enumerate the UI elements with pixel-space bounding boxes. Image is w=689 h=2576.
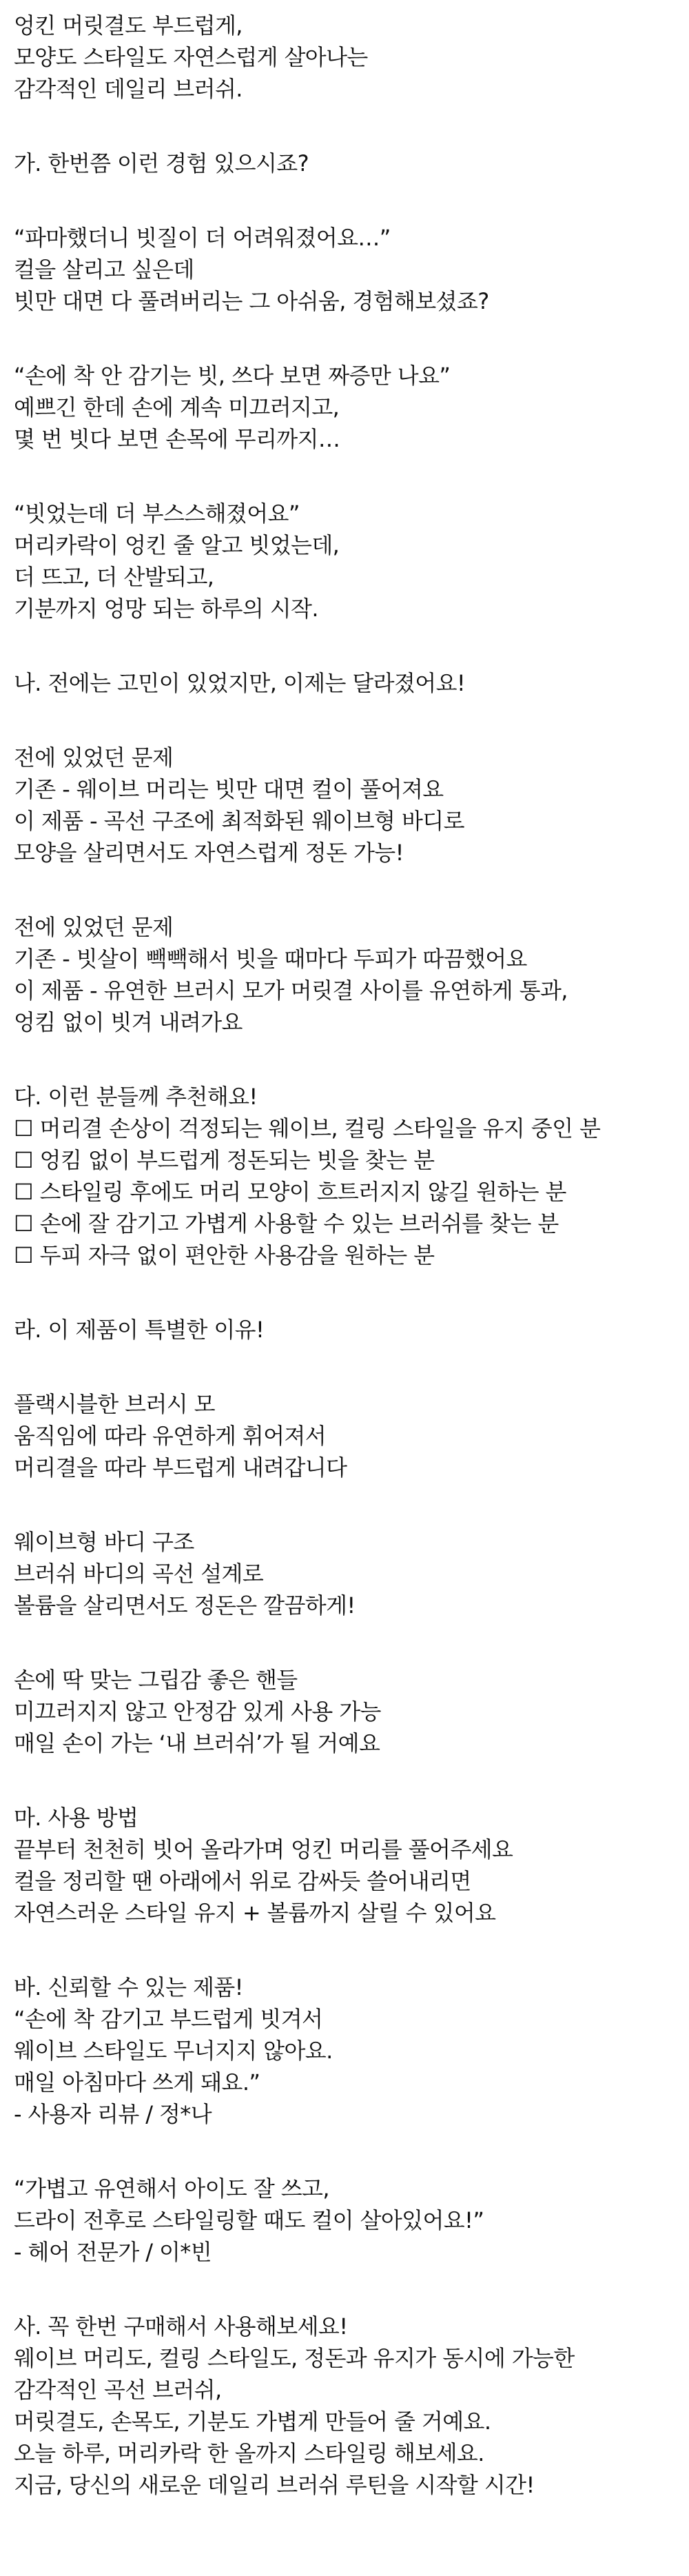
- text-line: 매일 아침마다 쓰게 돼요.”: [14, 2069, 260, 2096]
- text-line: 모양을 살리면서도 자연스럽게 정돈 가능!: [14, 840, 404, 866]
- text-line: 감각적인 곡선 브러쉬,: [14, 2377, 222, 2403]
- text-line: 더 뜨고, 더 산발되고,: [14, 564, 214, 590]
- paragraph: [14, 2311, 689, 2501]
- text-line: 예쁘긴 한데 손에 계속 미끄러지고,: [14, 394, 340, 420]
- text-line: “파마했더니 빗질이 더 어려워졌어요…”: [14, 225, 391, 251]
- paragraph: [14, 2173, 689, 2268]
- text-line: 끝부터 천천히 빗어 올라가며 엉킨 머리를 풀어주세요: [14, 1836, 513, 1863]
- text-line: 나. 전에는 고민이 있었지만, 이제는 달라졌어요!: [14, 670, 466, 696]
- text-line: ☐ 두피 자극 없이 편안한 사용감을 원하는 분: [14, 1242, 435, 1268]
- text-line: 라. 이 제품이 특별한 이유!: [14, 1317, 265, 1343]
- text-line: 사. 꼭 한번 구매해서 사용해보세요!: [14, 2313, 348, 2340]
- text-line: 웨이브형 바디 구조: [14, 1529, 194, 1555]
- paragraph: [14, 1388, 689, 1483]
- text-line: 전에 있었던 문제: [14, 914, 174, 940]
- paragraph: [14, 1802, 689, 1929]
- paragraph: [14, 667, 689, 699]
- text-line: 이 제품 - 유연한 브러시 모가 머릿결 사이를 유연하게 통과,: [14, 977, 568, 1004]
- text-line: 모양도 스타일도 자연스럽게 살아나는: [14, 44, 368, 70]
- paragraph: [14, 1664, 689, 1759]
- text-line: 몇 번 빗다 보면 손목에 무리까지…: [14, 426, 340, 452]
- text-line: 머리결을 따라 부드럽게 내려갑니다: [14, 1454, 347, 1481]
- paragraph: [14, 222, 689, 317]
- paragraph: [14, 148, 689, 179]
- text-line: 기분까지 엉망 되는 하루의 시작.: [14, 596, 318, 622]
- text-line: 볼륨을 살리면서도 정돈은 깔끔하게!: [14, 1592, 356, 1619]
- text-line: 손에 딱 맞는 그립감 좋은 핸들: [14, 1667, 298, 1693]
- text-line: 가. 한번쯤 이런 경험 있으시죠?: [14, 150, 309, 176]
- text-line: ☐ 머리결 손상이 걱정되는 웨이브, 컬링 스타일을 유지 중인 분: [14, 1115, 601, 1142]
- text-line: 브러쉬 바디의 곡선 설계로: [14, 1561, 264, 1587]
- text-line: 머리카락이 엉킨 줄 알고 빗었는데,: [14, 532, 340, 558]
- paragraph: [14, 1314, 689, 1346]
- text-line: 기존 - 웨이브 머리는 빗만 대면 컬이 풀어져요: [14, 776, 444, 802]
- text-line: 빗만 대면 다 풀려버리는 그 아쉬움, 경험해보셨죠?: [14, 288, 489, 314]
- paragraph: [14, 1081, 689, 1271]
- text-line: ☐ 스타일링 후에도 머리 모양이 흐트러지지 않길 원하는 분: [14, 1179, 566, 1205]
- text-line: 감각적인 데일리 브러쉬.: [14, 76, 243, 102]
- paragraph: [14, 10, 689, 105]
- text-line: “가볍고 유연해서 아이도 잘 쓰고,: [14, 2176, 329, 2202]
- text-line: - 헤어 전문가 / 이*빈: [14, 2239, 212, 2265]
- text-line: 매일 손이 가는 ‘내 브러쉬’가 될 거예요: [14, 1730, 380, 1756]
- text-line: - 사용자 리뷰 / 정*나: [14, 2101, 212, 2127]
- text-line: “손에 착 감기고 부드럽게 빗겨서: [14, 2006, 323, 2032]
- text-line: “손에 착 안 감기는 빗, 쓰다 보면 짜증만 나요”: [14, 363, 451, 389]
- paragraph: [14, 911, 689, 1038]
- text-line: 드라이 전후로 스타일링할 때도 컬이 살아있어요!”: [14, 2207, 484, 2233]
- text-line: 이 제품 - 곡선 구조에 최적화된 웨이브형 바디로: [14, 808, 464, 834]
- paragraph: [14, 1526, 689, 1621]
- text-line: 자연스러운 스타일 유지 + 볼륨까지 살릴 수 있어요: [14, 1900, 496, 1926]
- text-line: 기존 - 빗살이 빽빽해서 빗을 때마다 두피가 따끔했어요: [14, 946, 527, 972]
- text-line: 오늘 하루, 머리카락 한 올까지 스타일링 해보세요.: [14, 2440, 484, 2466]
- text-line: “빗었는데 더 부스스해졌어요”: [14, 500, 300, 527]
- paragraph: [14, 498, 689, 625]
- text-line: 미끄러지지 않고 안정감 있게 사용 가능: [14, 1698, 381, 1725]
- paragraph: [14, 742, 689, 869]
- text-line: 전에 있었던 문제: [14, 744, 174, 771]
- text-line: 엉킨 머릿결도 부드럽게,: [14, 12, 243, 39]
- text-line: ☐ 엉킴 없이 부드럽게 정돈되는 빗을 찾는 분: [14, 1147, 435, 1173]
- text-line: 컬을 정리할 땐 아래에서 위로 감싸듯 쓸어내리면: [14, 1868, 471, 1894]
- text-line: 마. 사용 방법: [14, 1805, 138, 1831]
- text-line: 플랙시블한 브러시 모: [14, 1391, 215, 1417]
- text-line: 다. 이런 분들께 추천해요!: [14, 1084, 258, 1110]
- text-line: ☐ 손에 잘 감기고 가볍게 사용할 수 있는 브러쉬를 찾는 분: [14, 1210, 559, 1237]
- text-line: 웨이브 머리도, 컬링 스타일도, 정돈과 유지가 동시에 가능한: [14, 2345, 575, 2371]
- text-line: 컬을 살리고 싶은데: [14, 256, 194, 283]
- text-line: 지금, 당신의 새로운 데일리 브러쉬 루틴을 시작할 시간!: [14, 2472, 535, 2498]
- text-line: 웨이브 스타일도 무너지지 않아요.: [14, 2038, 333, 2064]
- text-line: 엉킴 없이 빗겨 내려가요: [14, 1009, 243, 1035]
- text-line: 움직임에 따라 유연하게 휘어져서: [14, 1423, 327, 1449]
- text-line: 바. 신뢰할 수 있는 제품!: [14, 1974, 243, 2000]
- paragraph: [14, 360, 689, 455]
- text-line: 머릿결도, 손목도, 기분도 가볍게 만들어 줄 거예요.: [14, 2408, 491, 2435]
- paragraph: [14, 1971, 689, 2130]
